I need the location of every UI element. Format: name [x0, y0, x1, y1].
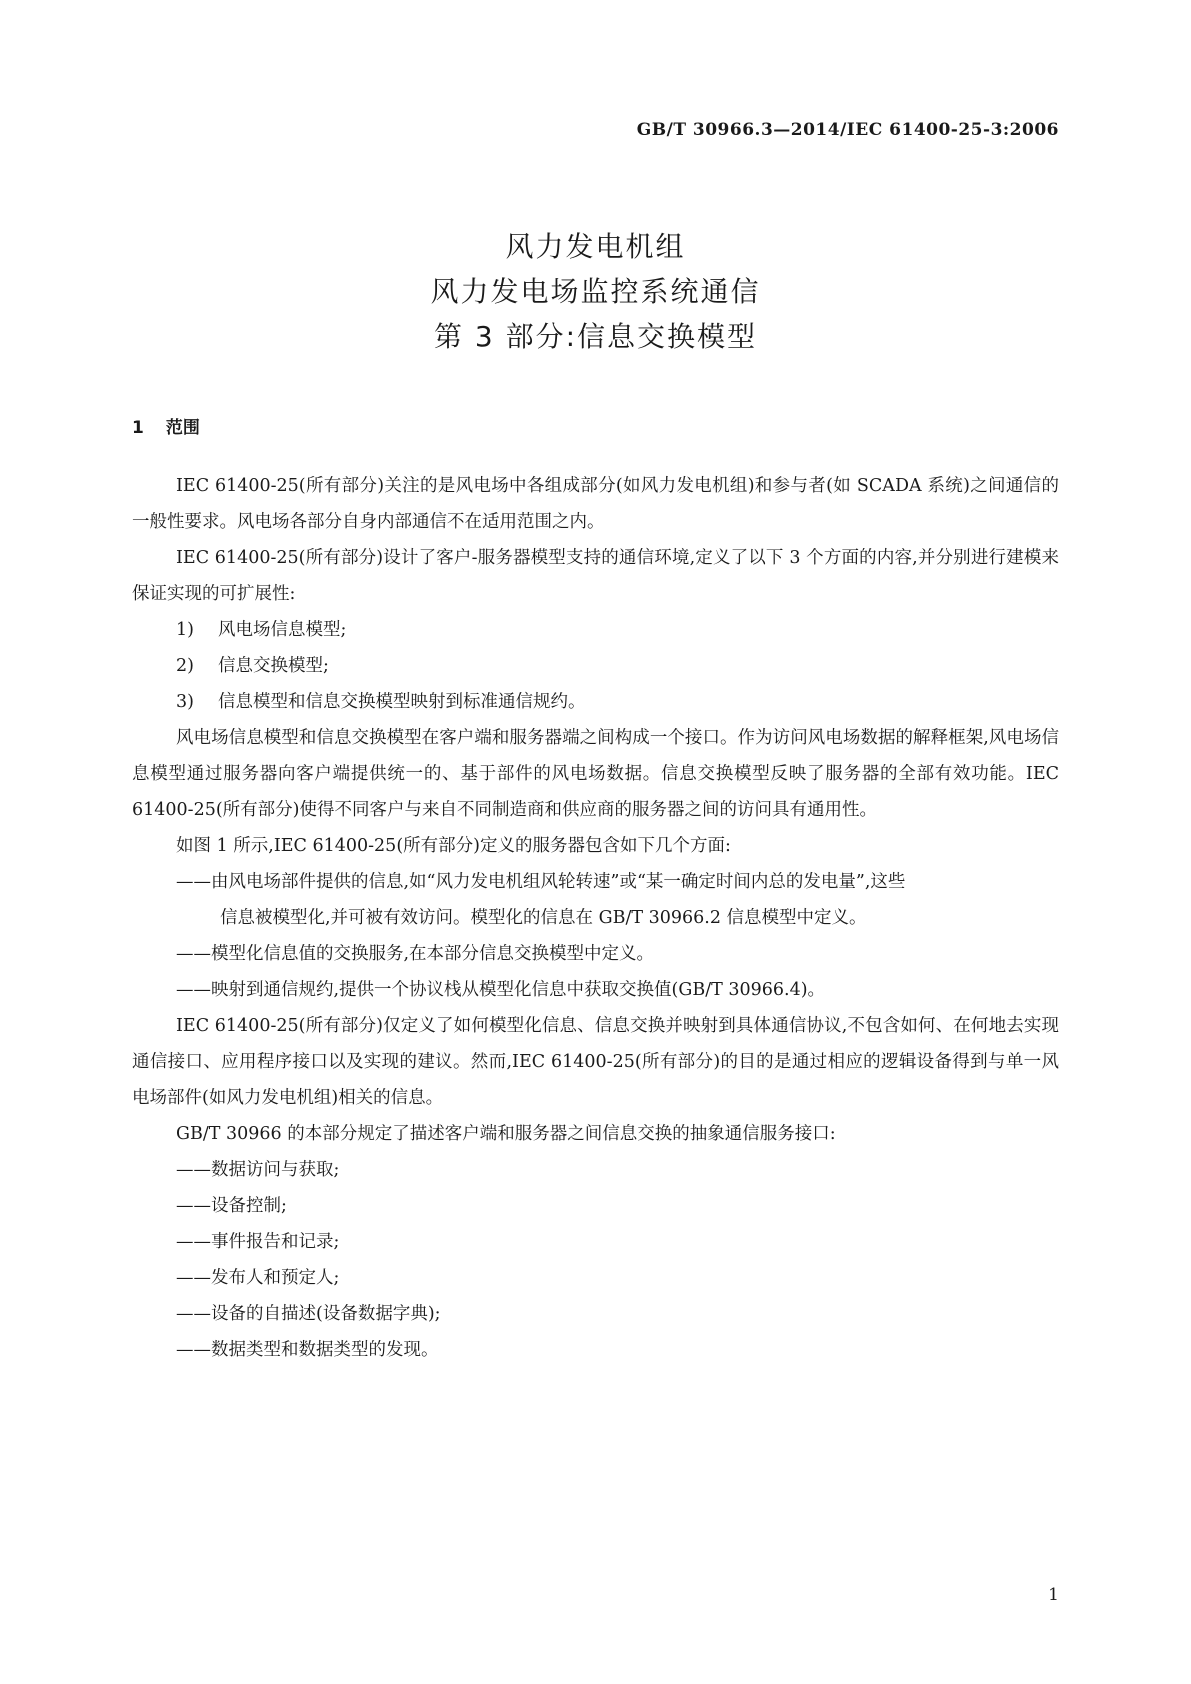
list-item — [132, 612, 1059, 648]
list-item-text: 信息交换模型; — [218, 656, 329, 676]
list-item — [132, 648, 1059, 684]
title-line-2: 风力发电场监控系统通信 — [430, 275, 761, 308]
section-title: 范围 — [165, 418, 200, 438]
paragraph-5: IEC 61400-25(所有部分)仅定义了如何模型化信息、信息交换并映射到具体通信协议,不包含如何、在何地去实现通信接口、应用程序接口以及实现的建议。然而,IEC 61400-25(所有部分)的目的是通过相应的逻辑设备得到与单一风电场部件(如风力发电机组)相关的信息。 — [132, 1016, 1059, 1108]
list-item-text: 风电场信息模型; — [218, 620, 347, 640]
server-aspect-line: ——映射到通信规约,提供一个协议栈从模型化信息中获取交换值(GB/T 30966.4)。 — [176, 980, 826, 1000]
title-line-3: 第 3 部分:信息交换模型 — [433, 320, 758, 353]
section-number: 1 — [132, 418, 144, 438]
service-item: ——设备控制; — [176, 1196, 287, 1216]
service-item: ——发布人和预定人; — [176, 1268, 340, 1288]
server-aspect-line: ——由风电场部件提供的信息,如“风力发电机组风轮转速”或“某一确定时间内总的发电量”,这些 — [176, 872, 906, 892]
server-aspect-continuation: 信息被模型化,并可被有效访问。模型化的信息在 GB/T 30966.2 信息模型中定义。 — [220, 908, 867, 928]
document-title — [0, 224, 1191, 359]
paragraph-2: IEC 61400-25(所有部分)设计了客户-服务器模型支持的通信环境,定义了以下 3 个方面的内容,并分别进行建模来保证实现的可扩展性: — [132, 548, 1059, 604]
paragraph-3: 风电场信息模型和信息交换模型在客户端和服务器端之间构成一个接口。作为访问风电场数据的解释框架,风电场信息模型通过服务器向客户端提供统一的、基于部件的风电场数据。信息交换模型反映了服务器的全部有效功能。IEC 61400-25(所有部分)使得不同客户与来自不同制造商和供应商的服务器之间的访问具有通用性。 — [132, 728, 1059, 820]
service-item: ——数据类型和数据类型的发现。 — [176, 1340, 439, 1360]
standard-code: GB/T 30966.3—2014/IEC 61400-25-3:2006 — [636, 120, 1059, 140]
paragraph-4: 如图 1 所示,IEC 61400-25(所有部分)定义的服务器包含如下几个方面: — [176, 836, 731, 856]
service-item: ——数据访问与获取; — [176, 1160, 340, 1180]
section-heading-scope — [132, 413, 200, 438]
paragraph-6: GB/T 30966 的本部分规定了描述客户端和服务器之间信息交换的抽象通信服务接口: — [176, 1124, 836, 1144]
service-item: ——事件报告和记录; — [176, 1232, 340, 1252]
list-marker: 3) — [176, 692, 194, 712]
list-item-text: 信息模型和信息交换模型映射到标准通信规约。 — [218, 692, 586, 712]
server-aspect-item — [132, 936, 1059, 972]
server-aspect-line: ——模型化信息值的交换服务,在本部分信息交换模型中定义。 — [176, 944, 655, 964]
title-line-1: 风力发电机组 — [505, 230, 686, 263]
server-aspect-item — [132, 972, 1059, 1008]
list-item — [132, 684, 1059, 720]
page-number: 1 — [1048, 1585, 1059, 1605]
list-marker: 1) — [176, 620, 194, 640]
service-item: ——设备的自描述(设备数据字典); — [176, 1304, 441, 1324]
server-aspect-item — [132, 864, 1059, 936]
paragraph-1: IEC 61400-25(所有部分)关注的是风电场中各组成部分(如风力发电机组)和参与者(如 SCADA 系统)之间通信的一般性要求。风电场各部分自身内部通信不在适用范围之内。 — [132, 476, 1059, 532]
body-content — [132, 468, 1059, 1368]
list-marker: 2) — [176, 656, 194, 676]
